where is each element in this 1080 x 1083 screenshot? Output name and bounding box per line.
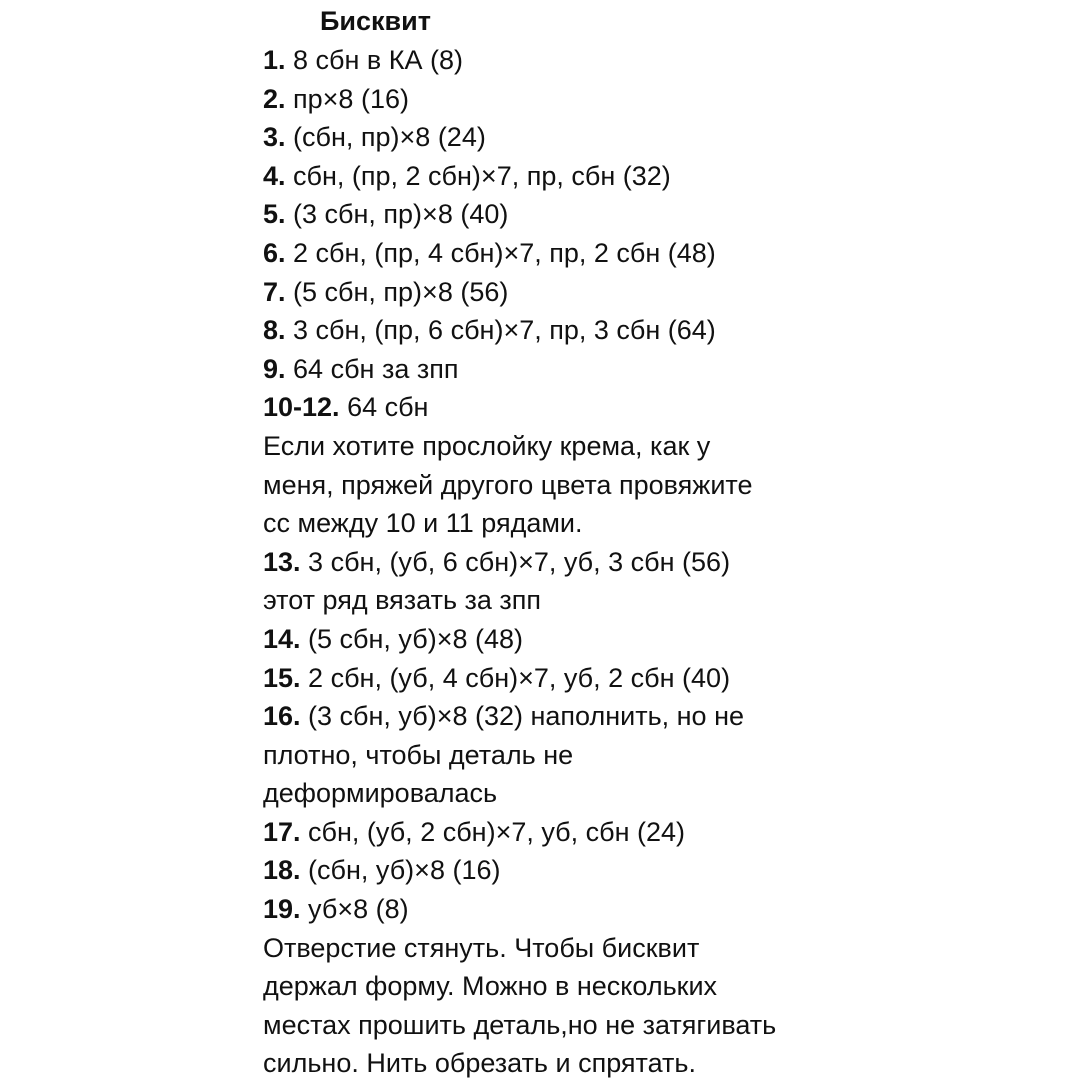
row-number: 3. (263, 122, 286, 153)
row-number: 2. (263, 83, 286, 114)
row-text: (3 сбн, уб)×8 (32) наполнить, но не (300, 701, 745, 732)
row-text: (сбн, пр)×8 (24) (285, 122, 486, 153)
instruction-line (263, 851, 1063, 890)
row-number: 15. (263, 662, 301, 693)
row-number: 18. (263, 855, 301, 886)
note-line (263, 504, 1063, 543)
row-number: 4. (263, 160, 286, 191)
row-text: уб×8 (8) (300, 894, 409, 925)
instruction-line (263, 195, 1063, 234)
instruction-line (263, 543, 1063, 582)
row-number: 10-12. (263, 392, 340, 423)
row-text: сс между 10 и 11 рядами. (263, 508, 583, 539)
note-line (263, 466, 1063, 505)
row-text: плотно, чтобы деталь не (263, 739, 574, 770)
row-text: сбн, (пр, 2 сбн)×7, пр, сбн (32) (285, 160, 671, 191)
row-text: 2 сбн, (уб, 4 сбн)×7, уб, 2 сбн (40) (300, 662, 731, 693)
instruction-line (263, 388, 1063, 427)
row-text: 3 сбн, (уб, 6 сбн)×7, уб, 3 сбн (56) (300, 546, 731, 577)
note-line (263, 929, 1063, 968)
instruction-line (263, 813, 1063, 852)
page-title: Бисквит (320, 6, 431, 36)
row-text: 64 сбн за зпп (285, 353, 459, 384)
row-text: 8 сбн в КА (8) (285, 45, 464, 75)
note-line (263, 581, 1063, 620)
row-number: 8. (263, 315, 286, 346)
row-number: 7. (263, 276, 286, 307)
row-number: 9. (263, 353, 286, 384)
note-line (263, 736, 1063, 775)
row-number: 19. (263, 894, 301, 925)
instruction-list (263, 41, 1063, 1083)
instruction-line (263, 697, 1063, 736)
row-number: 1. (263, 45, 286, 75)
note-line (263, 427, 1063, 466)
row-number: 13. (263, 546, 301, 577)
instruction-line (263, 234, 1063, 273)
note-line (263, 1044, 1063, 1083)
row-text: сбн, (уб, 2 сбн)×7, уб, сбн (24) (300, 816, 686, 847)
row-text: сильно. Нить обрезать и спрятать. (263, 1048, 696, 1079)
row-text: (сбн, уб)×8 (16) (300, 855, 501, 886)
instruction-line (263, 118, 1063, 157)
row-number: 14. (263, 623, 301, 654)
row-text: 64 сбн (339, 392, 429, 423)
row-text: местах прошить деталь,но не затягивать (263, 1009, 777, 1040)
row-number: 16. (263, 701, 301, 732)
instruction-line (263, 659, 1063, 698)
row-text: 2 сбн, (пр, 4 сбн)×7, пр, 2 сбн (48) (285, 237, 716, 268)
instruction-line (263, 273, 1063, 312)
instruction-line (263, 350, 1063, 389)
row-text: деформировалась (263, 778, 498, 809)
note-line (263, 967, 1063, 1006)
instruction-line (263, 80, 1063, 119)
row-text: (5 сбн, пр)×8 (56) (285, 276, 509, 307)
row-text: пр×8 (16) (285, 83, 409, 114)
row-text: Если хотите прослойку крема, как у (263, 430, 711, 461)
row-text: держал форму. Можно в нескольких (263, 971, 718, 1002)
instruction-line (263, 311, 1063, 350)
row-text: этот ряд вязать за зпп (263, 585, 542, 616)
row-text: (5 сбн, уб)×8 (48) (300, 623, 523, 654)
row-number: 6. (263, 237, 286, 268)
row-text: (3 сбн, пр)×8 (40) (285, 199, 509, 230)
row-number: 17. (263, 816, 301, 847)
note-line (263, 774, 1063, 813)
instruction-line (263, 620, 1063, 659)
row-text: меня, пряжей другого цвета провяжите (263, 469, 753, 500)
row-text: Отверстие стянуть. Чтобы бисквит (263, 932, 700, 963)
row-number: 5. (263, 199, 286, 230)
row-text: 3 сбн, (пр, 6 сбн)×7, пр, 3 сбн (64) (285, 315, 716, 346)
instruction-line (263, 41, 1063, 80)
note-line (263, 1006, 1063, 1045)
instruction-line (263, 890, 1063, 929)
instruction-line (263, 157, 1063, 196)
